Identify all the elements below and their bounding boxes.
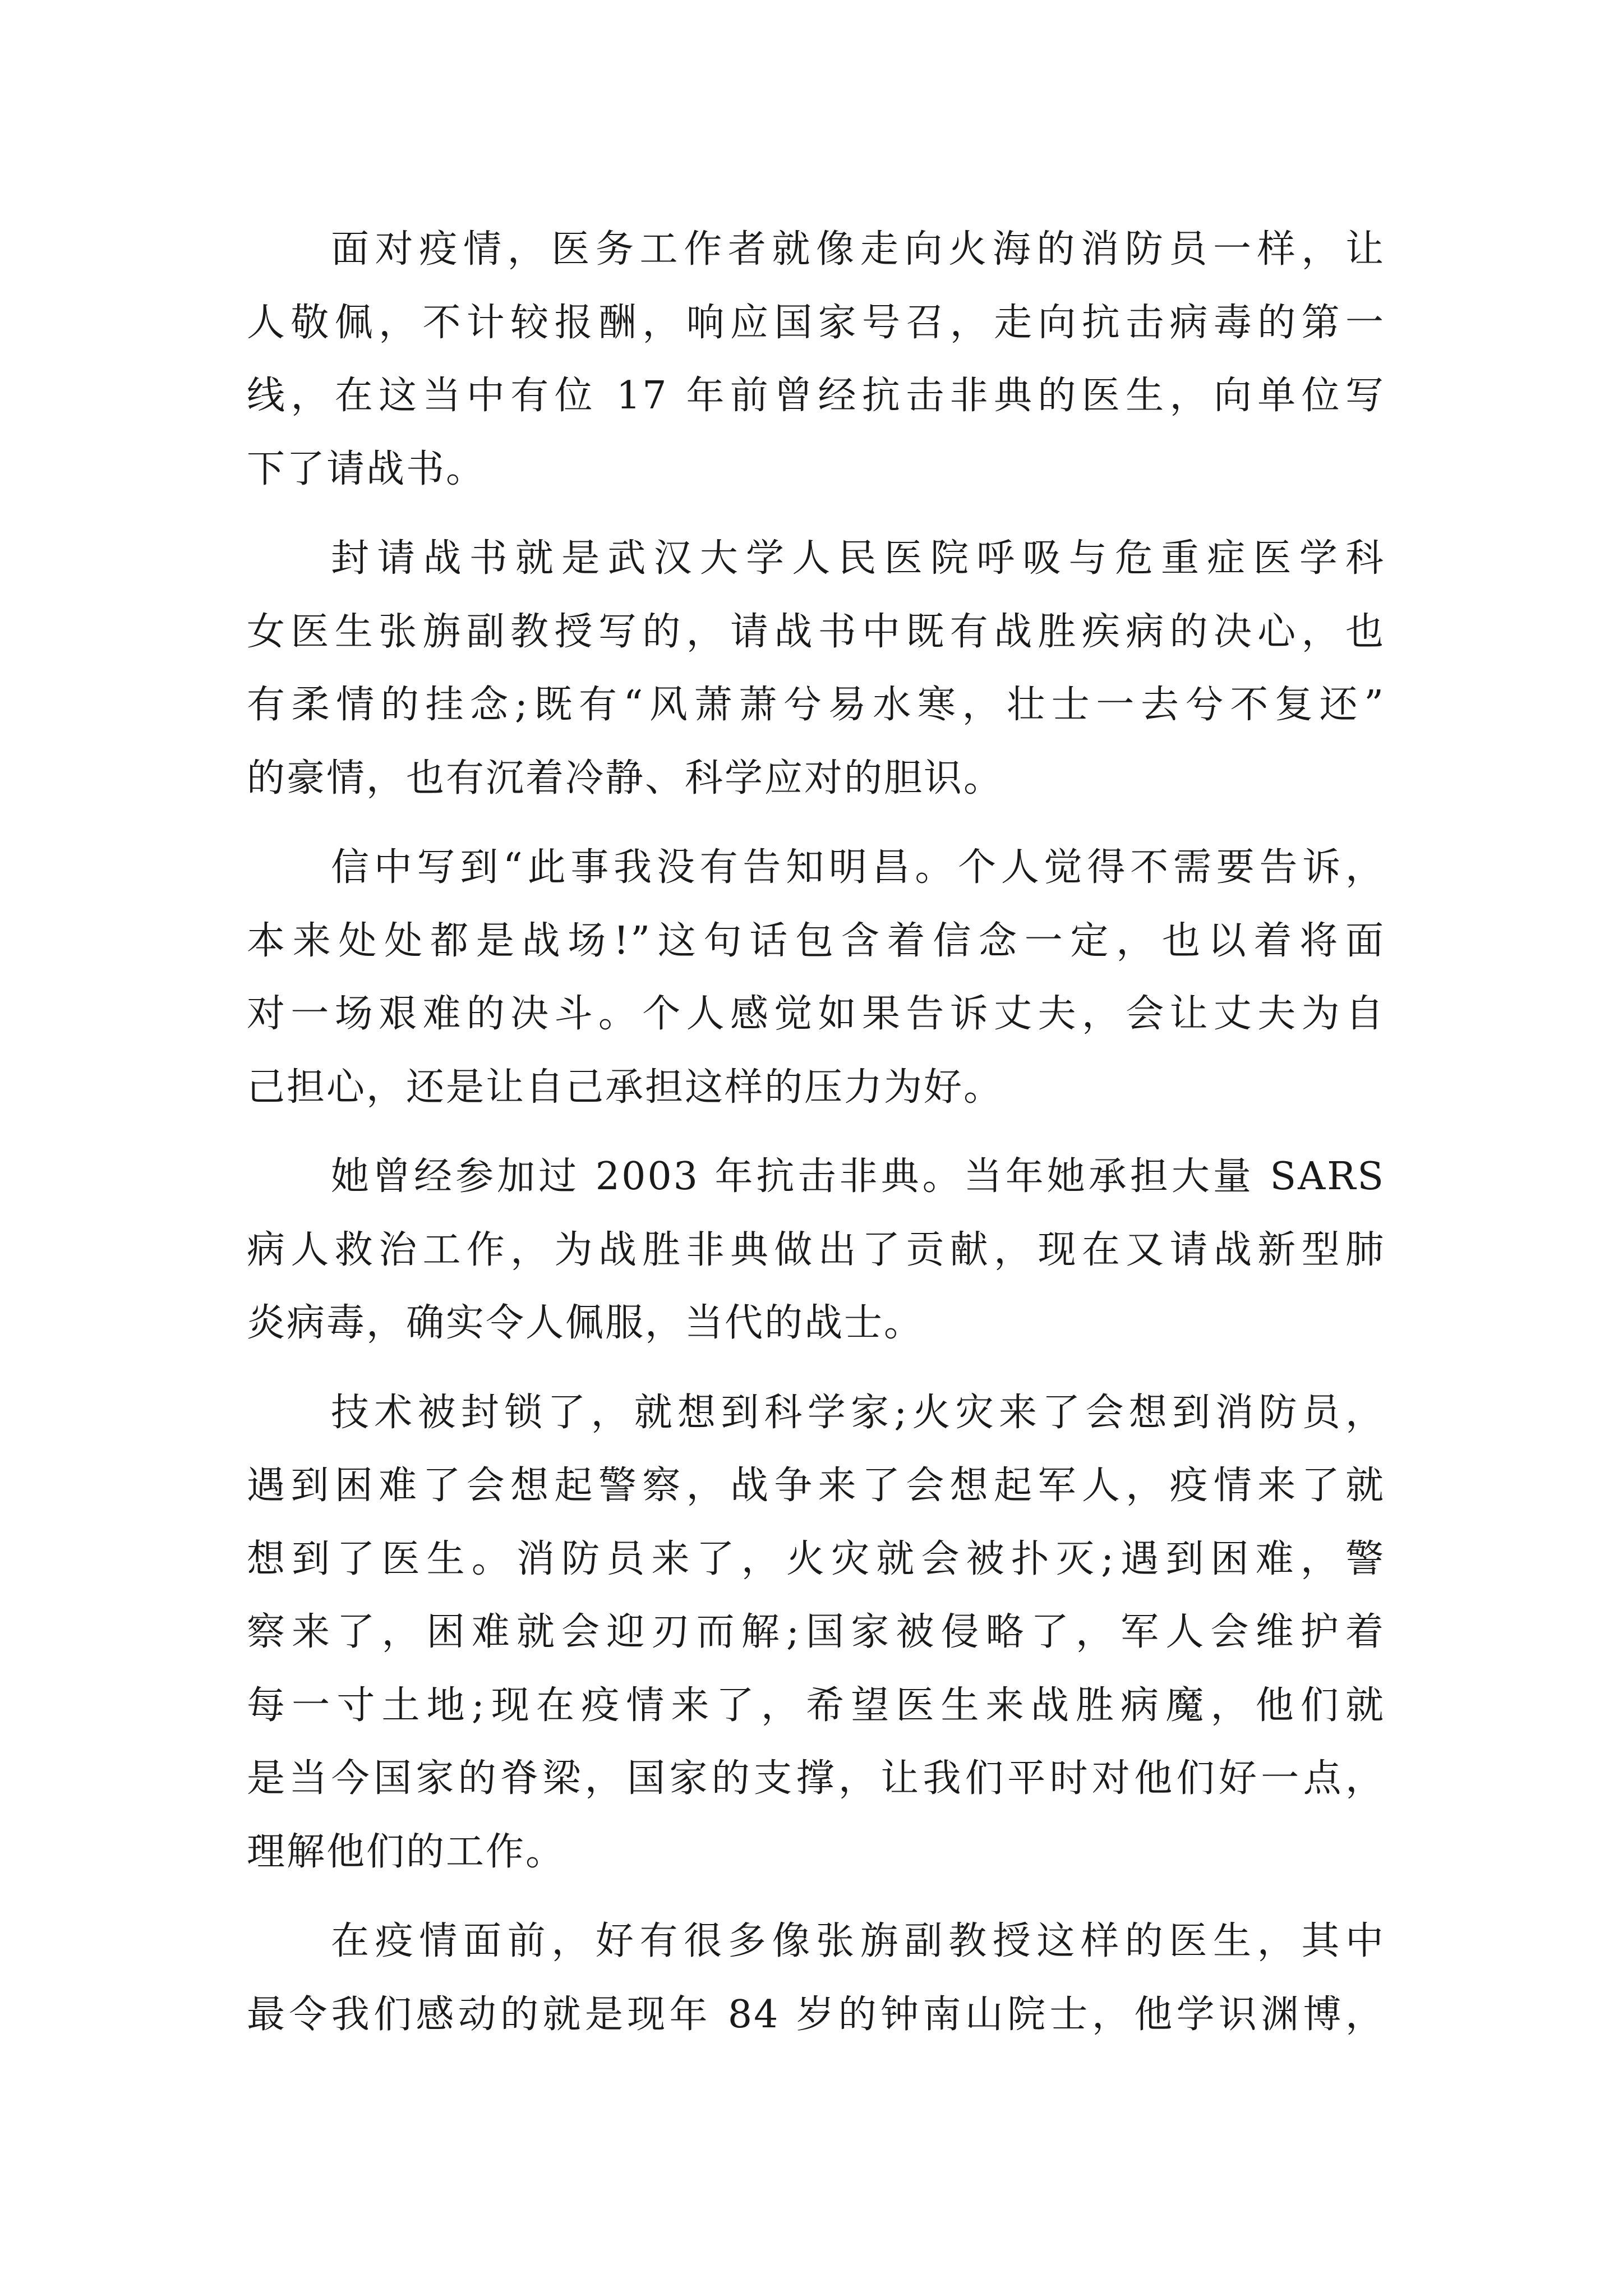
paragraph-4-line-1: 她曾经参加过 2003 年抗击非典。当年她承担大量 SARS <box>331 1154 1385 1199</box>
paragraph-3-line-4: 己担心，还是让自己承担这样的压力为好。 <box>247 1065 1004 1110</box>
paragraph-3-line-1: 信中写到“此事我没有告知明昌。个人觉得不需要告诉， <box>331 845 1385 890</box>
paragraph-3-line-3: 对一场艰难的决斗。个人感觉如果告诉丈夫，会让丈夫为自 <box>247 992 1385 1036</box>
paragraph-5-line-2: 遇到困难了会想起警察，战争来了会想起军人，疫情来了就 <box>247 1464 1385 1508</box>
paragraph-gap <box>247 1360 1385 1377</box>
paragraph-5-line-4: 察来了，困难就会迎刃而解;国家被侵略了，军人会维护着 <box>247 1610 1385 1654</box>
paragraph-1-line-1: 面对疫情，医务工作者就像走向火海的消防员一样，让 <box>331 227 1385 272</box>
paragraph-3-line-2: 本来处处都是战场!”这句话包含着信念一定，也以着将面 <box>247 918 1385 963</box>
paragraph-6-line-1: 在疫情面前，好有很多像张旃副教授这样的医生，其中 <box>331 1919 1385 1963</box>
paragraph-2-line-3: 有柔情的挂念;既有“风萧萧兮易水寒，壮士一去兮不复还” <box>247 683 1385 727</box>
paragraph-6-line-2: 最令我们感动的就是现年 84 岁的钟南山院士，他学识渊博， <box>247 1992 1385 2037</box>
paragraph-1-line-3: 线，在这当中有位 17 年前曾经抗击非典的医生，向单位写 <box>247 374 1385 418</box>
paragraph-5-line-1: 技术被封锁了，就想到科学家;火灾来了会想到消防员， <box>331 1390 1385 1435</box>
paragraph-5-line-5: 每一寸土地;现在疫情来了，希望医生来战胜病魔，他们就 <box>247 1683 1385 1728</box>
paragraph-4-line-3: 炎病毒，确实令人佩服，当代的战士。 <box>247 1301 924 1345</box>
paragraph-gap <box>247 506 1385 522</box>
paragraph-2-line-4: 的豪情，也有沉着冷静、科学应对的胆识。 <box>247 756 1004 800</box>
paragraph-5-line-3: 想到了医生。消防员来了，火灾就会被扑灭;遇到困难，警 <box>247 1536 1385 1581</box>
paragraph-5-line-6: 是当今国家的脊梁，国家的支撑，让我们平时对他们好一点， <box>247 1756 1385 1801</box>
paragraph-2-line-1: 封请战书就是武汉大学人民医院呼吸与危重症医学科 <box>331 536 1385 581</box>
paragraph-4-line-2: 病人救治工作，为战胜非典做出了贡献，现在又请战新型肺 <box>247 1227 1385 1272</box>
paragraph-gap <box>247 815 1385 831</box>
paragraph-2-line-2: 女医生张旃副教授写的，请战书中既有战胜疾病的决心，也 <box>247 609 1385 654</box>
paragraph-gap <box>247 1889 1385 1905</box>
document-body <box>247 213 1385 2051</box>
paragraph-1-line-4: 下了请战书。 <box>247 447 486 491</box>
paragraph-gap <box>247 1124 1385 1140</box>
paragraph-5-line-7: 理解他们的工作。 <box>247 1829 566 1874</box>
paragraph-1-line-2: 人敬佩，不计较报酬，响应国家号召，走向抗击病毒的第一 <box>247 300 1385 345</box>
